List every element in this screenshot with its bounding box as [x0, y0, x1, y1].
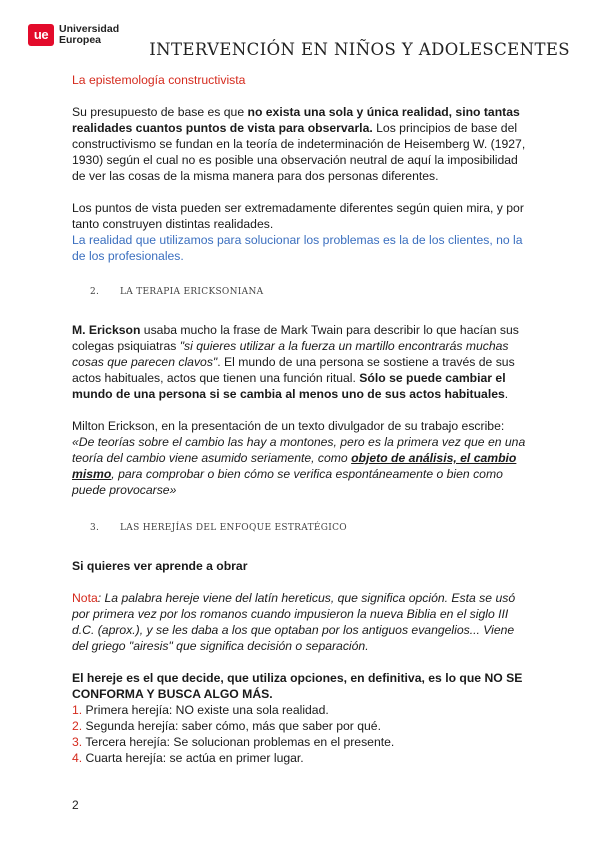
section-heading-constructivism: La epistemología constructivista — [72, 73, 246, 87]
text-run: . — [504, 387, 509, 401]
list-text: Tercera herejía: Se solucionan problemas en el presente. — [82, 735, 395, 749]
list-item — [72, 718, 527, 734]
text-run: . — [269, 687, 273, 701]
quote-run: «De teorías sobre el cambio las hay a montones, pero es la primera vez que en una teoría del cambio viene asumido seriamente, como — [72, 435, 526, 465]
text-run: . El mundo de una persona se sostiene a través de sus actos habituales, actos que tienen una función ritual. — [72, 355, 515, 385]
paragraph-constructivism-2: Los puntos de vista pueden ser extremadamente diferentes según quien mira, y por tanto construyen distintas realidades. — [72, 201, 524, 231]
logo-mark: ue — [28, 24, 54, 46]
paragraph-erickson-2 — [72, 418, 527, 498]
heresies-list — [72, 702, 527, 766]
text-run: Milton Erickson, en la presentación de un texto divulgador de su trabajo escribe: — [72, 419, 505, 433]
paragraph-constructivism-1 — [72, 104, 527, 184]
list-text: Cuarta herejía: se actúa en primer lugar. — [82, 751, 304, 765]
list-number: 1. — [72, 703, 83, 717]
bold-run: no exista una sola y única realidad, sino tantas realidades cuantos puntos de vista para observarla. — [72, 105, 520, 135]
paragraph-erickson-1 — [72, 322, 527, 402]
subheading-heresies: Si quieres ver aprende a obrar — [72, 559, 248, 573]
list-item — [72, 750, 527, 766]
text-run: El hereje es el que decide, que utiliza opciones, en definitiva, es lo que NO SE CONFORMA Y BUSCA ALGO MÁS — [72, 671, 523, 701]
section-heading-erickson — [72, 284, 527, 300]
logo-line-1: Universidad — [59, 23, 120, 35]
section-title: LAS HEREJÍAS DEL ENFOQUE ESTRATÉGICO — [120, 523, 347, 533]
note-paragraph — [72, 590, 527, 654]
document-title: INTERVENCIÓN EN NIÑOS Y ADOLESCENTES — [149, 40, 570, 59]
text-run: usaba mucho la frase de Mark Twain para describir lo que hacían sus colegas psiquiatras — [72, 323, 519, 353]
list-text: Primera herejía: NO existe una sola realidad. — [82, 703, 329, 717]
page-content — [72, 72, 527, 766]
list-item — [72, 702, 527, 718]
bold-run: Sólo se puede cambiar el mundo de una persona si se cambia al menos uno de sus actos habituales — [72, 371, 506, 401]
section-title: LA TERAPIA ERICKSONIANA — [120, 287, 264, 297]
logo-line-2: Europea — [59, 34, 102, 46]
section-number: 3. — [90, 523, 100, 533]
list-text: Segunda herejía: saber cómo, más que saber por qué. — [82, 719, 381, 733]
text-run: Los principios de base del constructivismo se fundan en la teoría de indeterminación de Heisemberg W. (1927, 1930) según el cual no es posible una observación neutral de aquí la imposibilidad de ver las cosas de la misma manera para dos personas diferentes. — [72, 121, 526, 183]
paragraph-constructivism-3: La realidad que utilizamos para solucionar los problemas es la de los clientes, no la de los profesionales. — [72, 233, 523, 263]
quote-run: , para comprobar o bien cómo se verifica espontáneamente o bien como puede provocarse» — [72, 467, 503, 497]
note-label: Nota — [72, 591, 98, 605]
quote-run: "si quieres utilizar a la fuerza un martillo encontrarás muchas cosas que parecen clavos" — [72, 339, 509, 369]
list-number: 2. — [72, 719, 83, 733]
page-number: 2 — [72, 798, 79, 812]
list-number: 3. — [72, 735, 83, 749]
heretic-statement — [72, 670, 527, 702]
note-text: : La palabra hereje viene del latín hereticus, que significa opción. Esta se usó por primera vez por los romanos cuando impusieron la nueva Biblia en el siglo III d.C. (aprox.), y se les daba a los que optaban por los antiguos evangelios... Viene del griego "airesis" que significa decisión o separación. — [72, 591, 516, 653]
section-heading-heresies — [72, 520, 527, 536]
section-number: 2. — [90, 287, 100, 297]
text-run: Su presupuesto de base es que — [72, 105, 248, 119]
bold-run: M. Erickson — [72, 323, 141, 337]
emphasis-run: objeto de análisis, el cambio mismo — [72, 451, 517, 481]
list-item — [72, 734, 527, 750]
list-number: 4. — [72, 751, 83, 765]
